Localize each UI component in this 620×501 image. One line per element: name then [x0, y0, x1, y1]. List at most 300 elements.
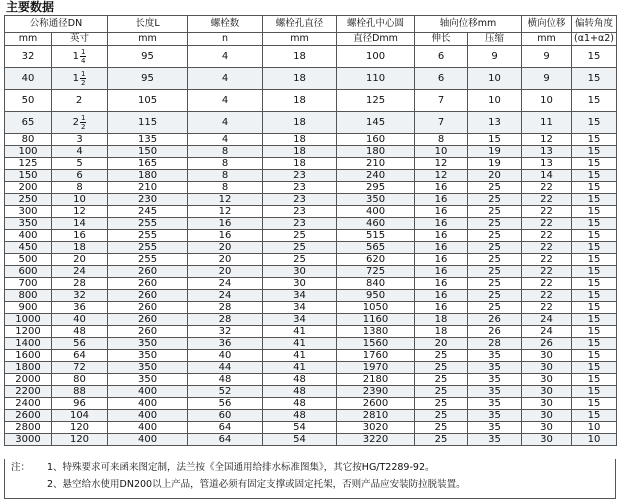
- cell-length: 95: [108, 68, 188, 90]
- cell-bolt-circle-dia: 1970: [337, 362, 415, 374]
- cell-length: 150: [108, 146, 188, 158]
- cell-bolt-count: 44: [188, 362, 263, 374]
- table-row: [5, 266, 617, 278]
- cell-axial-extend: 25: [415, 386, 468, 398]
- cell-lateral-disp: 9: [522, 46, 572, 68]
- cell-axial-compress: 10: [468, 68, 522, 90]
- cell-deflection: 15: [572, 218, 617, 230]
- table-row: [5, 134, 617, 146]
- cell-bolt-hole-dia: 18: [263, 46, 337, 68]
- cell-bolt-hole-dia: 34: [263, 290, 337, 302]
- cell-length: 260: [108, 302, 188, 314]
- cell-axial-extend: 16: [415, 302, 468, 314]
- note-1-text: 1、特殊要求可来函来图定制，法兰按《全国通用给排水标准图集》，其它按HG/T2289-92。: [47, 462, 435, 473]
- cell-dn-inch: 32: [52, 290, 108, 302]
- cell-bolt-circle-dia: 565: [337, 242, 415, 254]
- cell-bolt-circle-dia: 1050: [337, 302, 415, 314]
- cell-axial-extend: 25: [415, 362, 468, 374]
- cell-bolt-hole-dia: 41: [263, 362, 337, 374]
- cell-axial-compress: 25: [468, 194, 522, 206]
- cell-lateral-disp: 30: [522, 362, 572, 374]
- cell-bolt-circle-dia: 3220: [337, 434, 415, 446]
- cell-bolt-count: 4: [188, 134, 263, 146]
- cell-deflection: 15: [572, 290, 617, 302]
- cell-bolt-count: 8: [188, 182, 263, 194]
- header-length: 长度L: [108, 16, 188, 33]
- cell-deflection: 15: [572, 68, 617, 90]
- cell-bolt-hole-dia: 48: [263, 410, 337, 422]
- cell-dn-mm: 700: [5, 278, 52, 290]
- subheader-extend: 伸长: [415, 33, 468, 46]
- cell-bolt-circle-dia: 100: [337, 46, 415, 68]
- cell-bolt-circle-dia: 110: [337, 68, 415, 90]
- cell-axial-extend: 20: [415, 338, 468, 350]
- cell-bolt-hole-dia: 30: [263, 266, 337, 278]
- cell-dn-inch: 1 $\frac{1}{4}$: [52, 46, 108, 68]
- table-row: [5, 302, 617, 314]
- cell-length: 115: [108, 112, 188, 134]
- cell-dn-mm: 1400: [5, 338, 52, 350]
- cell-dn-mm: 300: [5, 206, 52, 218]
- cell-deflection: 15: [572, 326, 617, 338]
- cell-axial-extend: 18: [415, 314, 468, 326]
- cell-axial-compress: 10: [468, 90, 522, 112]
- cell-lateral-disp: 11: [522, 112, 572, 134]
- notes-box: [4, 459, 616, 499]
- cell-bolt-count: 24: [188, 278, 263, 290]
- cell-lateral-disp: 22: [522, 230, 572, 242]
- table-row: [5, 218, 617, 230]
- cell-axial-extend: 16: [415, 278, 468, 290]
- cell-bolt-count: 16: [188, 230, 263, 242]
- table-row: [5, 350, 617, 362]
- header-row: [5, 16, 617, 33]
- cell-bolt-hole-dia: 34: [263, 302, 337, 314]
- cell-axial-compress: 25: [468, 182, 522, 194]
- cell-length: 260: [108, 314, 188, 326]
- cell-lateral-disp: 22: [522, 206, 572, 218]
- cell-axial-extend: 16: [415, 266, 468, 278]
- cell-dn-mm: 1200: [5, 326, 52, 338]
- cell-deflection: 15: [572, 134, 617, 146]
- cell-axial-compress: 25: [468, 242, 522, 254]
- cell-dn-mm: 1800: [5, 362, 52, 374]
- cell-dn-inch: 18: [52, 242, 108, 254]
- cell-deflection: 15: [572, 158, 617, 170]
- cell-deflection: 15: [572, 350, 617, 362]
- cell-deflection: 15: [572, 112, 617, 134]
- table-row: [5, 158, 617, 170]
- cell-dn-inch: 40: [52, 314, 108, 326]
- cell-dn-inch: 3: [52, 134, 108, 146]
- page-title: 主要数据: [6, 0, 55, 14]
- table-row: [5, 68, 617, 90]
- cell-deflection: 15: [572, 46, 617, 68]
- note-2-text: 2、悬空给水使用DN200以上产品，管道必须有固定支撑或固定托架，否则产品应安装防拉脱装置。: [47, 479, 466, 490]
- cell-dn-mm: 250: [5, 194, 52, 206]
- cell-length: 255: [108, 230, 188, 242]
- cell-lateral-disp: 13: [522, 158, 572, 170]
- cell-dn-inch: 120: [52, 434, 108, 446]
- cell-length: 400: [108, 422, 188, 434]
- cell-deflection: 15: [572, 314, 617, 326]
- table-row: [5, 254, 617, 266]
- cell-axial-extend: 16: [415, 242, 468, 254]
- cell-axial-compress: 25: [468, 218, 522, 230]
- cell-axial-compress: 25: [468, 230, 522, 242]
- cell-dn-mm: 65: [5, 112, 52, 134]
- cell-length: 255: [108, 242, 188, 254]
- cell-length: 245: [108, 206, 188, 218]
- cell-bolt-circle-dia: 2810: [337, 410, 415, 422]
- cell-dn-inch: 96: [52, 398, 108, 410]
- cell-dn-mm: 80: [5, 134, 52, 146]
- subheader-circle: 直径Dmm: [337, 33, 415, 46]
- cell-dn-inch: 20: [52, 254, 108, 266]
- cell-dn-inch: 48: [52, 326, 108, 338]
- cell-axial-extend: 25: [415, 410, 468, 422]
- cell-bolt-circle-dia: 460: [337, 218, 415, 230]
- cell-bolt-count: 8: [188, 170, 263, 182]
- cell-lateral-disp: 14: [522, 170, 572, 182]
- cell-bolt-circle-dia: 160: [337, 134, 415, 146]
- cell-length: 350: [108, 350, 188, 362]
- cell-dn-mm: 200: [5, 182, 52, 194]
- cell-dn-mm: 1000: [5, 314, 52, 326]
- header-bolt-count: 螺栓数: [188, 16, 263, 33]
- cell-axial-compress: 35: [468, 410, 522, 422]
- cell-length: 255: [108, 254, 188, 266]
- cell-axial-compress: 35: [468, 374, 522, 386]
- cell-lateral-disp: 22: [522, 266, 572, 278]
- cell-dn-mm: 2800: [5, 422, 52, 434]
- cell-length: 255: [108, 218, 188, 230]
- cell-length: 165: [108, 158, 188, 170]
- subheader-compress: 压缩: [468, 33, 522, 46]
- cell-bolt-circle-dia: 840: [337, 278, 415, 290]
- cell-deflection: 15: [572, 386, 617, 398]
- cell-bolt-circle-dia: 240: [337, 170, 415, 182]
- cell-dn-mm: 2600: [5, 410, 52, 422]
- cell-dn-mm: 2400: [5, 398, 52, 410]
- cell-bolt-hole-dia: 23: [263, 182, 337, 194]
- table-row: [5, 146, 617, 158]
- cell-deflection: 10: [572, 434, 617, 446]
- cell-length: 260: [108, 266, 188, 278]
- cell-bolt-hole-dia: 18: [263, 158, 337, 170]
- table-row: [5, 290, 617, 302]
- cell-bolt-count: 4: [188, 68, 263, 90]
- cell-bolt-circle-dia: 400: [337, 206, 415, 218]
- cell-lateral-disp: 9: [522, 68, 572, 90]
- cell-bolt-count: 12: [188, 194, 263, 206]
- cell-dn-inch: 10: [52, 194, 108, 206]
- cell-dn-mm: 125: [5, 158, 52, 170]
- cell-bolt-count: 48: [188, 374, 263, 386]
- cell-axial-extend: 16: [415, 182, 468, 194]
- cell-length: 350: [108, 338, 188, 350]
- cell-dn-inch: 104: [52, 410, 108, 422]
- cell-axial-extend: 7: [415, 90, 468, 112]
- cell-bolt-circle-dia: 125: [337, 90, 415, 112]
- cell-lateral-disp: 30: [522, 434, 572, 446]
- note-line-2: [11, 479, 466, 491]
- cell-bolt-hole-dia: 18: [263, 146, 337, 158]
- table-row: [5, 242, 617, 254]
- cell-bolt-circle-dia: 1160: [337, 314, 415, 326]
- note-line-1: [11, 462, 435, 474]
- cell-bolt-hole-dia: 25: [263, 254, 337, 266]
- table-row: [5, 230, 617, 242]
- table-row: [5, 410, 617, 422]
- cell-axial-extend: 6: [415, 46, 468, 68]
- cell-axial-extend: 18: [415, 326, 468, 338]
- cell-bolt-circle-dia: 515: [337, 230, 415, 242]
- subheader-n: n: [188, 33, 263, 46]
- cell-dn-mm: 600: [5, 266, 52, 278]
- cell-lateral-disp: 12: [522, 134, 572, 146]
- cell-bolt-hole-dia: 23: [263, 170, 337, 182]
- cell-dn-mm: 800: [5, 290, 52, 302]
- cell-dn-inch: 14: [52, 218, 108, 230]
- cell-deflection: 15: [572, 230, 617, 242]
- cell-bolt-count: 60: [188, 410, 263, 422]
- cell-bolt-hole-dia: 54: [263, 434, 337, 446]
- table-row: [5, 314, 617, 326]
- cell-bolt-count: 64: [188, 422, 263, 434]
- cell-axial-compress: 35: [468, 434, 522, 446]
- cell-axial-compress: 35: [468, 422, 522, 434]
- cell-bolt-count: 20: [188, 242, 263, 254]
- cell-bolt-circle-dia: 1560: [337, 338, 415, 350]
- cell-dn-inch: 64: [52, 350, 108, 362]
- cell-axial-compress: 35: [468, 386, 522, 398]
- cell-bolt-circle-dia: 295: [337, 182, 415, 194]
- cell-axial-compress: 28: [468, 338, 522, 350]
- table-row: [5, 338, 617, 350]
- cell-bolt-count: 40: [188, 350, 263, 362]
- cell-dn-mm: 150: [5, 170, 52, 182]
- cell-deflection: 15: [572, 242, 617, 254]
- cell-axial-compress: 25: [468, 290, 522, 302]
- cell-bolt-hole-dia: 41: [263, 350, 337, 362]
- cell-length: 350: [108, 362, 188, 374]
- header-nominal-dn: 公称通径DN: [5, 16, 108, 33]
- cell-bolt-circle-dia: 1380: [337, 326, 415, 338]
- cell-axial-extend: 10: [415, 146, 468, 158]
- cell-bolt-count: 4: [188, 112, 263, 134]
- table-row: [5, 374, 617, 386]
- cell-bolt-count: 36: [188, 338, 263, 350]
- subheader-mm: mm: [5, 33, 52, 46]
- cell-deflection: 15: [572, 90, 617, 112]
- cell-axial-extend: 16: [415, 218, 468, 230]
- cell-axial-compress: 26: [468, 314, 522, 326]
- cell-lateral-disp: 30: [522, 374, 572, 386]
- cell-dn-inch: 120: [52, 422, 108, 434]
- cell-dn-inch: 36: [52, 302, 108, 314]
- cell-length: 180: [108, 170, 188, 182]
- cell-length: 400: [108, 410, 188, 422]
- cell-deflection: 15: [572, 398, 617, 410]
- cell-axial-extend: 6: [415, 68, 468, 90]
- cell-bolt-circle-dia: 3020: [337, 422, 415, 434]
- cell-axial-compress: 9: [468, 46, 522, 68]
- cell-axial-extend: 12: [415, 158, 468, 170]
- cell-bolt-circle-dia: 2600: [337, 398, 415, 410]
- cell-lateral-disp: 13: [522, 146, 572, 158]
- cell-bolt-circle-dia: 620: [337, 254, 415, 266]
- cell-deflection: 15: [572, 302, 617, 314]
- cell-dn-mm: 350: [5, 218, 52, 230]
- cell-bolt-hole-dia: 41: [263, 326, 337, 338]
- cell-axial-extend: 25: [415, 398, 468, 410]
- header-axial-disp: 轴向位移mm: [415, 16, 522, 33]
- cell-bolt-count: 24: [188, 290, 263, 302]
- cell-bolt-count: 20: [188, 266, 263, 278]
- cell-axial-extend: 16: [415, 290, 468, 302]
- cell-lateral-disp: 26: [522, 338, 572, 350]
- cell-bolt-circle-dia: 1760: [337, 350, 415, 362]
- header-bolt-hole-dia: 螺栓孔直径: [263, 16, 337, 33]
- cell-dn-inch: 72: [52, 362, 108, 374]
- cell-dn-mm: 40: [5, 68, 52, 90]
- cell-bolt-hole-dia: 18: [263, 90, 337, 112]
- cell-dn-inch: 8: [52, 182, 108, 194]
- cell-bolt-hole-dia: 48: [263, 374, 337, 386]
- cell-bolt-hole-dia: 23: [263, 194, 337, 206]
- cell-axial-compress: 25: [468, 278, 522, 290]
- cell-lateral-disp: 22: [522, 242, 572, 254]
- cell-deflection: 15: [572, 338, 617, 350]
- cell-lateral-disp: 22: [522, 194, 572, 206]
- cell-bolt-circle-dia: 2180: [337, 374, 415, 386]
- cell-dn-inch: 24: [52, 266, 108, 278]
- table-row: [5, 170, 617, 182]
- cell-dn-mm: 1600: [5, 350, 52, 362]
- cell-dn-inch: 4: [52, 146, 108, 158]
- subheader-hole-unit: mm: [263, 33, 337, 46]
- cell-axial-extend: 25: [415, 374, 468, 386]
- table-row: [5, 326, 617, 338]
- cell-deflection: 15: [572, 182, 617, 194]
- cell-dn-inch: 12: [52, 206, 108, 218]
- cell-length: 260: [108, 326, 188, 338]
- cell-bolt-circle-dia: 210: [337, 158, 415, 170]
- cell-bolt-count: 4: [188, 90, 263, 112]
- cell-lateral-disp: 22: [522, 218, 572, 230]
- cell-bolt-hole-dia: 54: [263, 422, 337, 434]
- cell-length: 260: [108, 278, 188, 290]
- cell-bolt-hole-dia: 18: [263, 134, 337, 146]
- cell-length: 95: [108, 46, 188, 68]
- cell-deflection: 15: [572, 206, 617, 218]
- cell-bolt-circle-dia: 145: [337, 112, 415, 134]
- cell-axial-compress: 25: [468, 206, 522, 218]
- cell-dn-mm: 100: [5, 146, 52, 158]
- cell-bolt-count: 16: [188, 218, 263, 230]
- cell-length: 400: [108, 398, 188, 410]
- table-row: [5, 386, 617, 398]
- cell-axial-compress: 19: [468, 146, 522, 158]
- cell-bolt-hole-dia: 25: [263, 242, 337, 254]
- cell-lateral-disp: 30: [522, 386, 572, 398]
- cell-dn-inch: 2: [52, 90, 108, 112]
- cell-bolt-count: 56: [188, 398, 263, 410]
- cell-axial-compress: 13: [468, 112, 522, 134]
- cell-bolt-hole-dia: 34: [263, 314, 337, 326]
- cell-axial-extend: 25: [415, 350, 468, 362]
- cell-dn-mm: 900: [5, 302, 52, 314]
- cell-bolt-count: 4: [188, 46, 263, 68]
- cell-axial-compress: 35: [468, 362, 522, 374]
- subheader-inch: 英寸: [52, 33, 108, 46]
- cell-axial-compress: 35: [468, 398, 522, 410]
- cell-bolt-count: 52: [188, 386, 263, 398]
- table-row: [5, 182, 617, 194]
- table-row: [5, 112, 617, 134]
- table-row: [5, 422, 617, 434]
- cell-lateral-disp: 22: [522, 302, 572, 314]
- cell-dn-mm: 2200: [5, 386, 52, 398]
- cell-dn-inch: 16: [52, 230, 108, 242]
- cell-lateral-disp: 22: [522, 278, 572, 290]
- cell-length: 260: [108, 290, 188, 302]
- cell-dn-inch: 2 $\frac{1}{2}$: [52, 112, 108, 134]
- cell-length: 400: [108, 386, 188, 398]
- cell-bolt-count: 12: [188, 206, 263, 218]
- cell-lateral-disp: 24: [522, 326, 572, 338]
- cell-lateral-disp: 30: [522, 350, 572, 362]
- cell-axial-compress: 19: [468, 158, 522, 170]
- cell-axial-extend: 7: [415, 112, 468, 134]
- cell-dn-mm: 3000: [5, 434, 52, 446]
- cell-lateral-disp: 22: [522, 182, 572, 194]
- header-lateral-disp: 横向位移: [522, 16, 572, 33]
- cell-dn-inch: 5: [52, 158, 108, 170]
- cell-dn-mm: 450: [5, 242, 52, 254]
- cell-bolt-count: 28: [188, 314, 263, 326]
- cell-axial-compress: 25: [468, 266, 522, 278]
- cell-lateral-disp: 30: [522, 410, 572, 422]
- cell-length: 350: [108, 374, 188, 386]
- cell-bolt-hole-dia: 18: [263, 112, 337, 134]
- cell-axial-compress: 20: [468, 170, 522, 182]
- cell-deflection: 15: [572, 374, 617, 386]
- cell-axial-extend: 16: [415, 206, 468, 218]
- cell-axial-extend: 16: [415, 254, 468, 266]
- cell-lateral-disp: 22: [522, 290, 572, 302]
- cell-bolt-hole-dia: 23: [263, 206, 337, 218]
- cell-lateral-disp: 24: [522, 314, 572, 326]
- cell-axial-compress: 25: [468, 254, 522, 266]
- cell-length: 230: [108, 194, 188, 206]
- header-deflection: 偏转角度: [572, 16, 617, 33]
- cell-lateral-disp: 10: [522, 90, 572, 112]
- cell-dn-inch: 88: [52, 386, 108, 398]
- cell-dn-inch: 80: [52, 374, 108, 386]
- header-bolt-circle-dia: 螺栓孔中心圆: [337, 16, 415, 33]
- cell-bolt-count: 8: [188, 158, 263, 170]
- table-row: [5, 90, 617, 112]
- cell-dn-mm: 400: [5, 230, 52, 242]
- cell-bolt-hole-dia: 48: [263, 386, 337, 398]
- cell-deflection: 15: [572, 146, 617, 158]
- cell-axial-compress: 26: [468, 326, 522, 338]
- cell-length: 210: [108, 182, 188, 194]
- cell-deflection: 15: [572, 170, 617, 182]
- cell-dn-mm: 50: [5, 90, 52, 112]
